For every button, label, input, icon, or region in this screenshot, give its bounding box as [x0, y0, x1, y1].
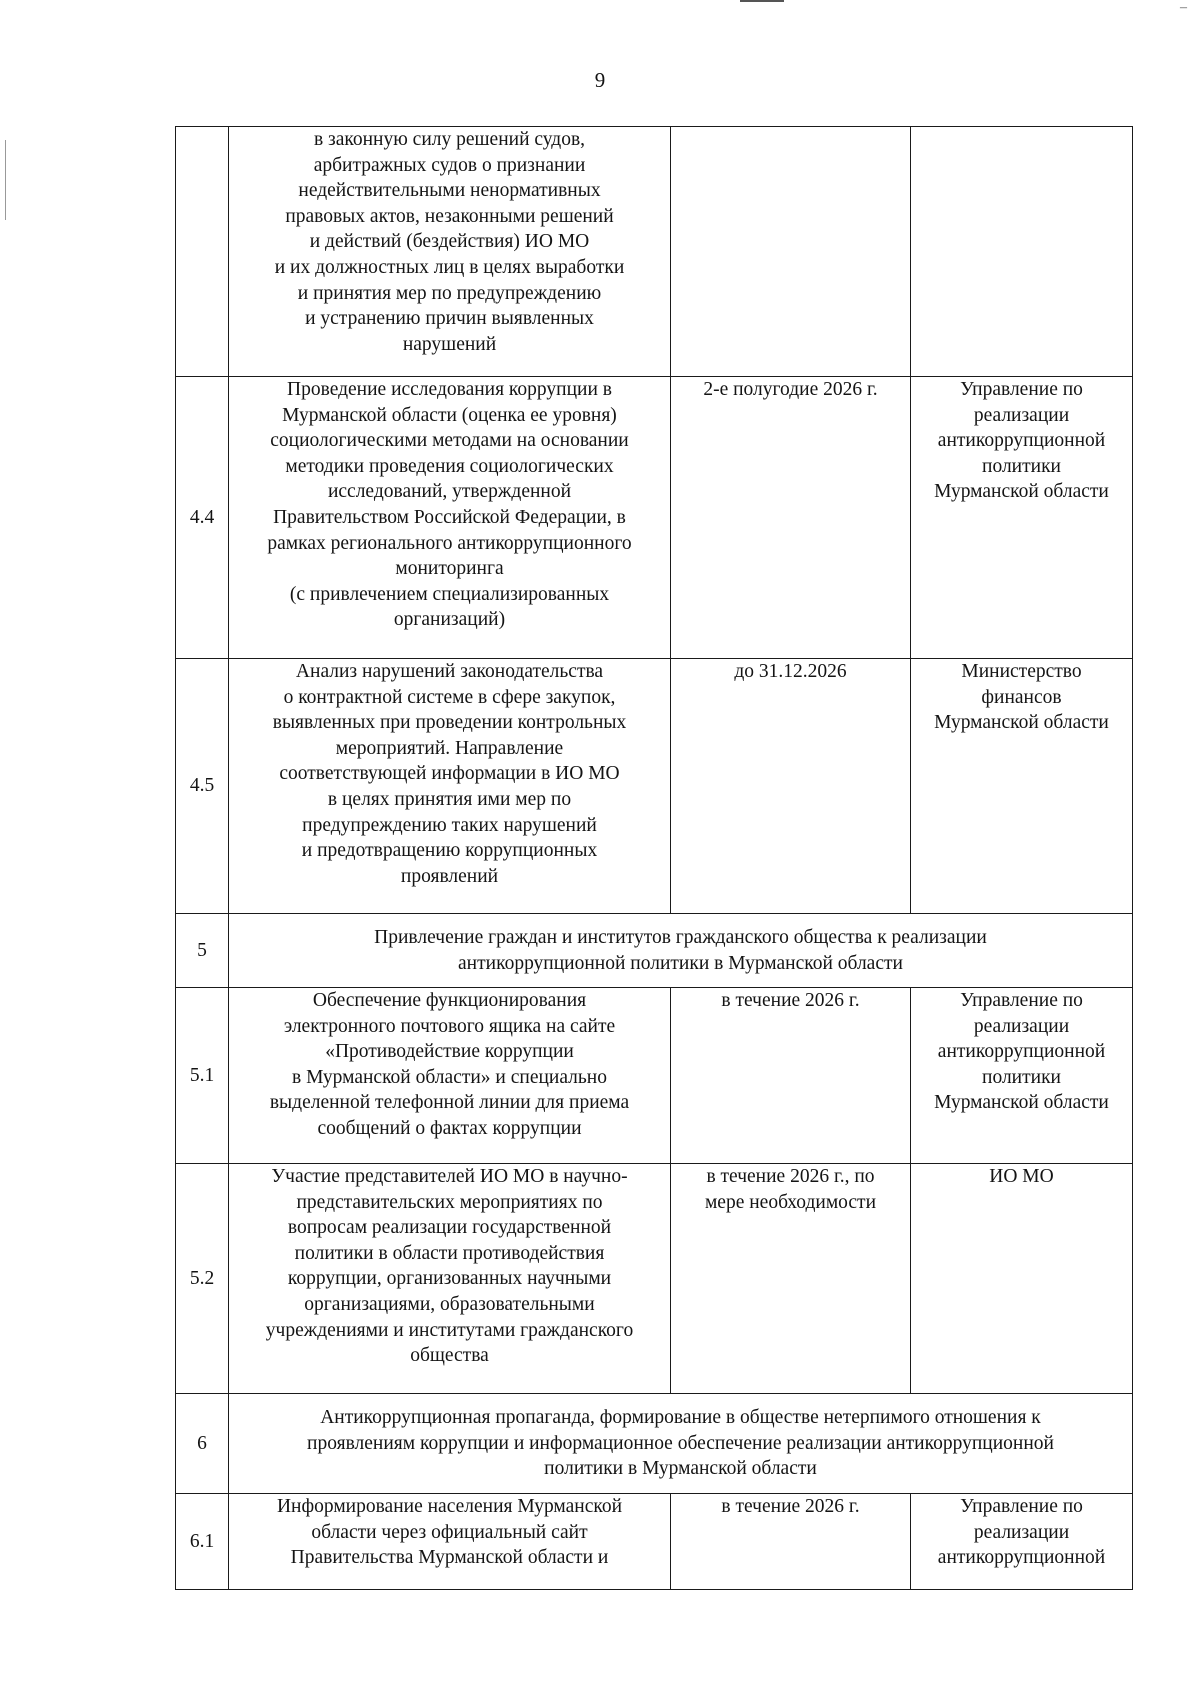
responsible-text: Министерство финансов Мурманской области — [934, 661, 1109, 734]
section-row — [176, 914, 1133, 988]
responsible-text: Управление по реализации антикоррупционной — [937, 1496, 1106, 1569]
section-number: 6 — [176, 1394, 229, 1494]
deadline-text: до 31.12.2026 — [734, 661, 847, 682]
section-title: Привлечение граждан и институтов гражданского общества к реализации антикоррупционной политики в Мурманской области — [374, 926, 987, 974]
activity-cell — [229, 127, 671, 377]
responsible-text: Управление по реализации антикоррупционной политики Мурманской области — [934, 379, 1109, 503]
responsible-cell — [911, 1494, 1133, 1590]
responsible-text: Управление по реализации антикоррупционной политики Мурманской области — [934, 990, 1109, 1114]
row-number: 4.4 — [176, 377, 229, 659]
deadline-cell — [671, 988, 911, 1164]
section-title-cell — [229, 1394, 1133, 1494]
responsible-cell — [911, 659, 1133, 914]
activity-text: Проведение исследования коррупции в Мурманской области (оценка ее уровня) социологическими методами на основании методики проведения социологических исследований, утвержденной Правительством Российской Федерации, в рамках регионального антикоррупционного мониторинга (с привлечением специализированных организаций) — [267, 379, 632, 631]
activity-text: в законную силу решений судов, арбитражных судов о признании недействительными ненормативных правовых актов, незаконными решений и действий (бездействия) ИО МО и их должностных лиц в целях выработки и принятия мер по предупреждению и устранению причин выявленных нарушений — [274, 129, 625, 355]
responsible-cell — [911, 127, 1133, 377]
section-title: Антикоррупционная пропаганда, формирование в обществе нетерпимого отношения к проявлениям коррупции и информационное обеспечение реализации антикоррупционной политики в Мурманской области — [307, 1407, 1054, 1480]
row-number: 5.1 — [176, 988, 229, 1164]
responsible-cell — [911, 1164, 1133, 1394]
activity-cell — [229, 1164, 671, 1394]
row-number: 6.1 — [176, 1494, 229, 1590]
deadline-text: в течение 2026 г. — [721, 990, 860, 1011]
activity-text: Обеспечение функционирования электронного почтового ящика на сайте «Противодействие коррупции в Мурманской области» и специально выделенной телефонной линии для приема сообщений о фактах коррупции — [269, 990, 630, 1139]
deadline-cell — [671, 1164, 911, 1394]
action-plan-table — [175, 126, 1133, 1590]
deadline-text: 2-е полугодие 2026 г. — [703, 379, 878, 400]
section-number: 5 — [176, 914, 229, 988]
scan-artifact-margin-line — [5, 140, 6, 220]
section-row — [176, 1394, 1133, 1494]
activity-cell — [229, 1494, 671, 1590]
activity-cell — [229, 659, 671, 914]
activity-text: Информирование населения Мурманской области через официальный сайт Правительства Мурманской области и — [276, 1496, 623, 1569]
responsible-text: ИО МО — [989, 1166, 1054, 1187]
table-row — [176, 1494, 1133, 1590]
activity-text: Участие представителей ИО МО в научно- представительских мероприятиях по вопросам реализации государственной политики в области противодействия коррупции, организованных научными организациями, образовательными учреждениями и институтами гражданского общества — [265, 1166, 634, 1367]
row-number: 5.2 — [176, 1164, 229, 1394]
deadline-cell — [671, 659, 911, 914]
scan-artifact-line — [740, 0, 784, 2]
responsible-cell — [911, 377, 1133, 659]
activity-cell — [229, 988, 671, 1164]
scan-artifact-mark: – — [1180, 0, 1187, 15]
section-title-cell — [229, 914, 1133, 988]
row-number: 4.5 — [176, 659, 229, 914]
table-row — [176, 127, 1133, 377]
row-number — [176, 127, 229, 377]
deadline-cell — [671, 1494, 911, 1590]
page-number: 9 — [594, 68, 606, 92]
table-row — [176, 988, 1133, 1164]
deadline-cell — [671, 127, 911, 377]
activity-cell — [229, 377, 671, 659]
deadline-text: в течение 2026 г., по мере необходимости — [704, 1166, 877, 1213]
activity-text: Анализ нарушений законодательства о контрактной системе в сфере закупок, выявленных при проведении контрольных мероприятий. Направление соответствующей информации в ИО МО в целях принятия ими мер по предупреждению таких нарушений и предотвращению коррупционных проявлений — [272, 661, 627, 887]
table-row — [176, 377, 1133, 659]
responsible-cell — [911, 988, 1133, 1164]
deadline-cell — [671, 377, 911, 659]
table-row — [176, 1164, 1133, 1394]
deadline-text: в течение 2026 г. — [721, 1496, 860, 1517]
table-row — [176, 659, 1133, 914]
